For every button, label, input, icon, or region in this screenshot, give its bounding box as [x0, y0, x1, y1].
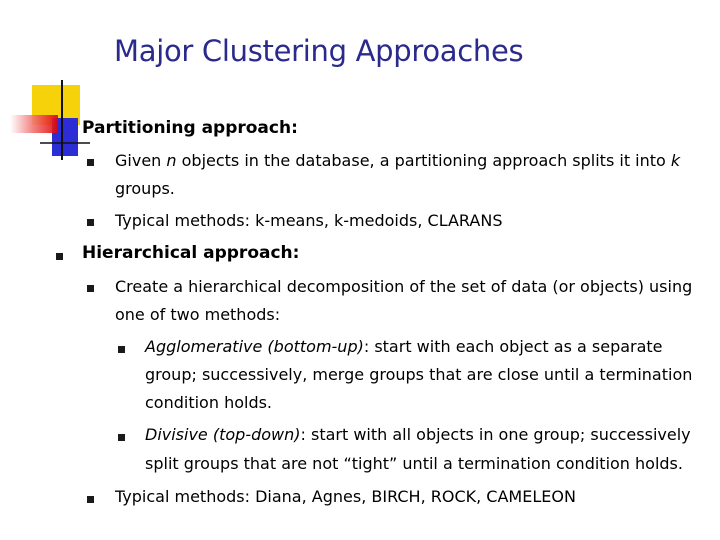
slide-title: Major Clustering Approaches	[114, 34, 524, 68]
list-item: Create a hierarchical decomposition of the set of data (or objects) using	[115, 277, 693, 296]
heading-partitioning: Partitioning approach:	[82, 118, 298, 138]
list-item-cont: group; successively, merge groups that are close until a termination	[145, 365, 693, 384]
bullet-icon	[87, 496, 94, 503]
list-item: Given n objects in the database, a partitioning approach splits it into k	[115, 151, 681, 170]
bullet-icon	[118, 346, 125, 353]
bullet-icon	[118, 434, 125, 441]
list-item-cont: condition holds.	[145, 393, 273, 412]
list-item: Divisive (top-down): start with all objects in one group; successively	[145, 425, 691, 444]
list-item: Agglomerative (bottom-up): start with each object as a separate	[145, 337, 663, 356]
bullet-icon	[87, 219, 94, 226]
slide-logo	[0, 0, 90, 170]
list-item-cont: split groups that are not “tight” until a termination condition holds.	[145, 454, 683, 473]
list-item: Typical methods: Diana, Agnes, BIRCH, ROCK, CAMELEON	[115, 487, 576, 506]
list-item-cont: one of two methods:	[115, 305, 281, 324]
list-item-cont: groups.	[115, 179, 175, 198]
bullet-icon	[87, 159, 94, 166]
list-item: Typical methods: k-means, k-medoids, CLARANS	[115, 211, 503, 230]
bullet-icon	[87, 285, 94, 292]
bullet-icon	[56, 253, 63, 260]
heading-hierarchical: Hierarchical approach:	[82, 243, 300, 263]
